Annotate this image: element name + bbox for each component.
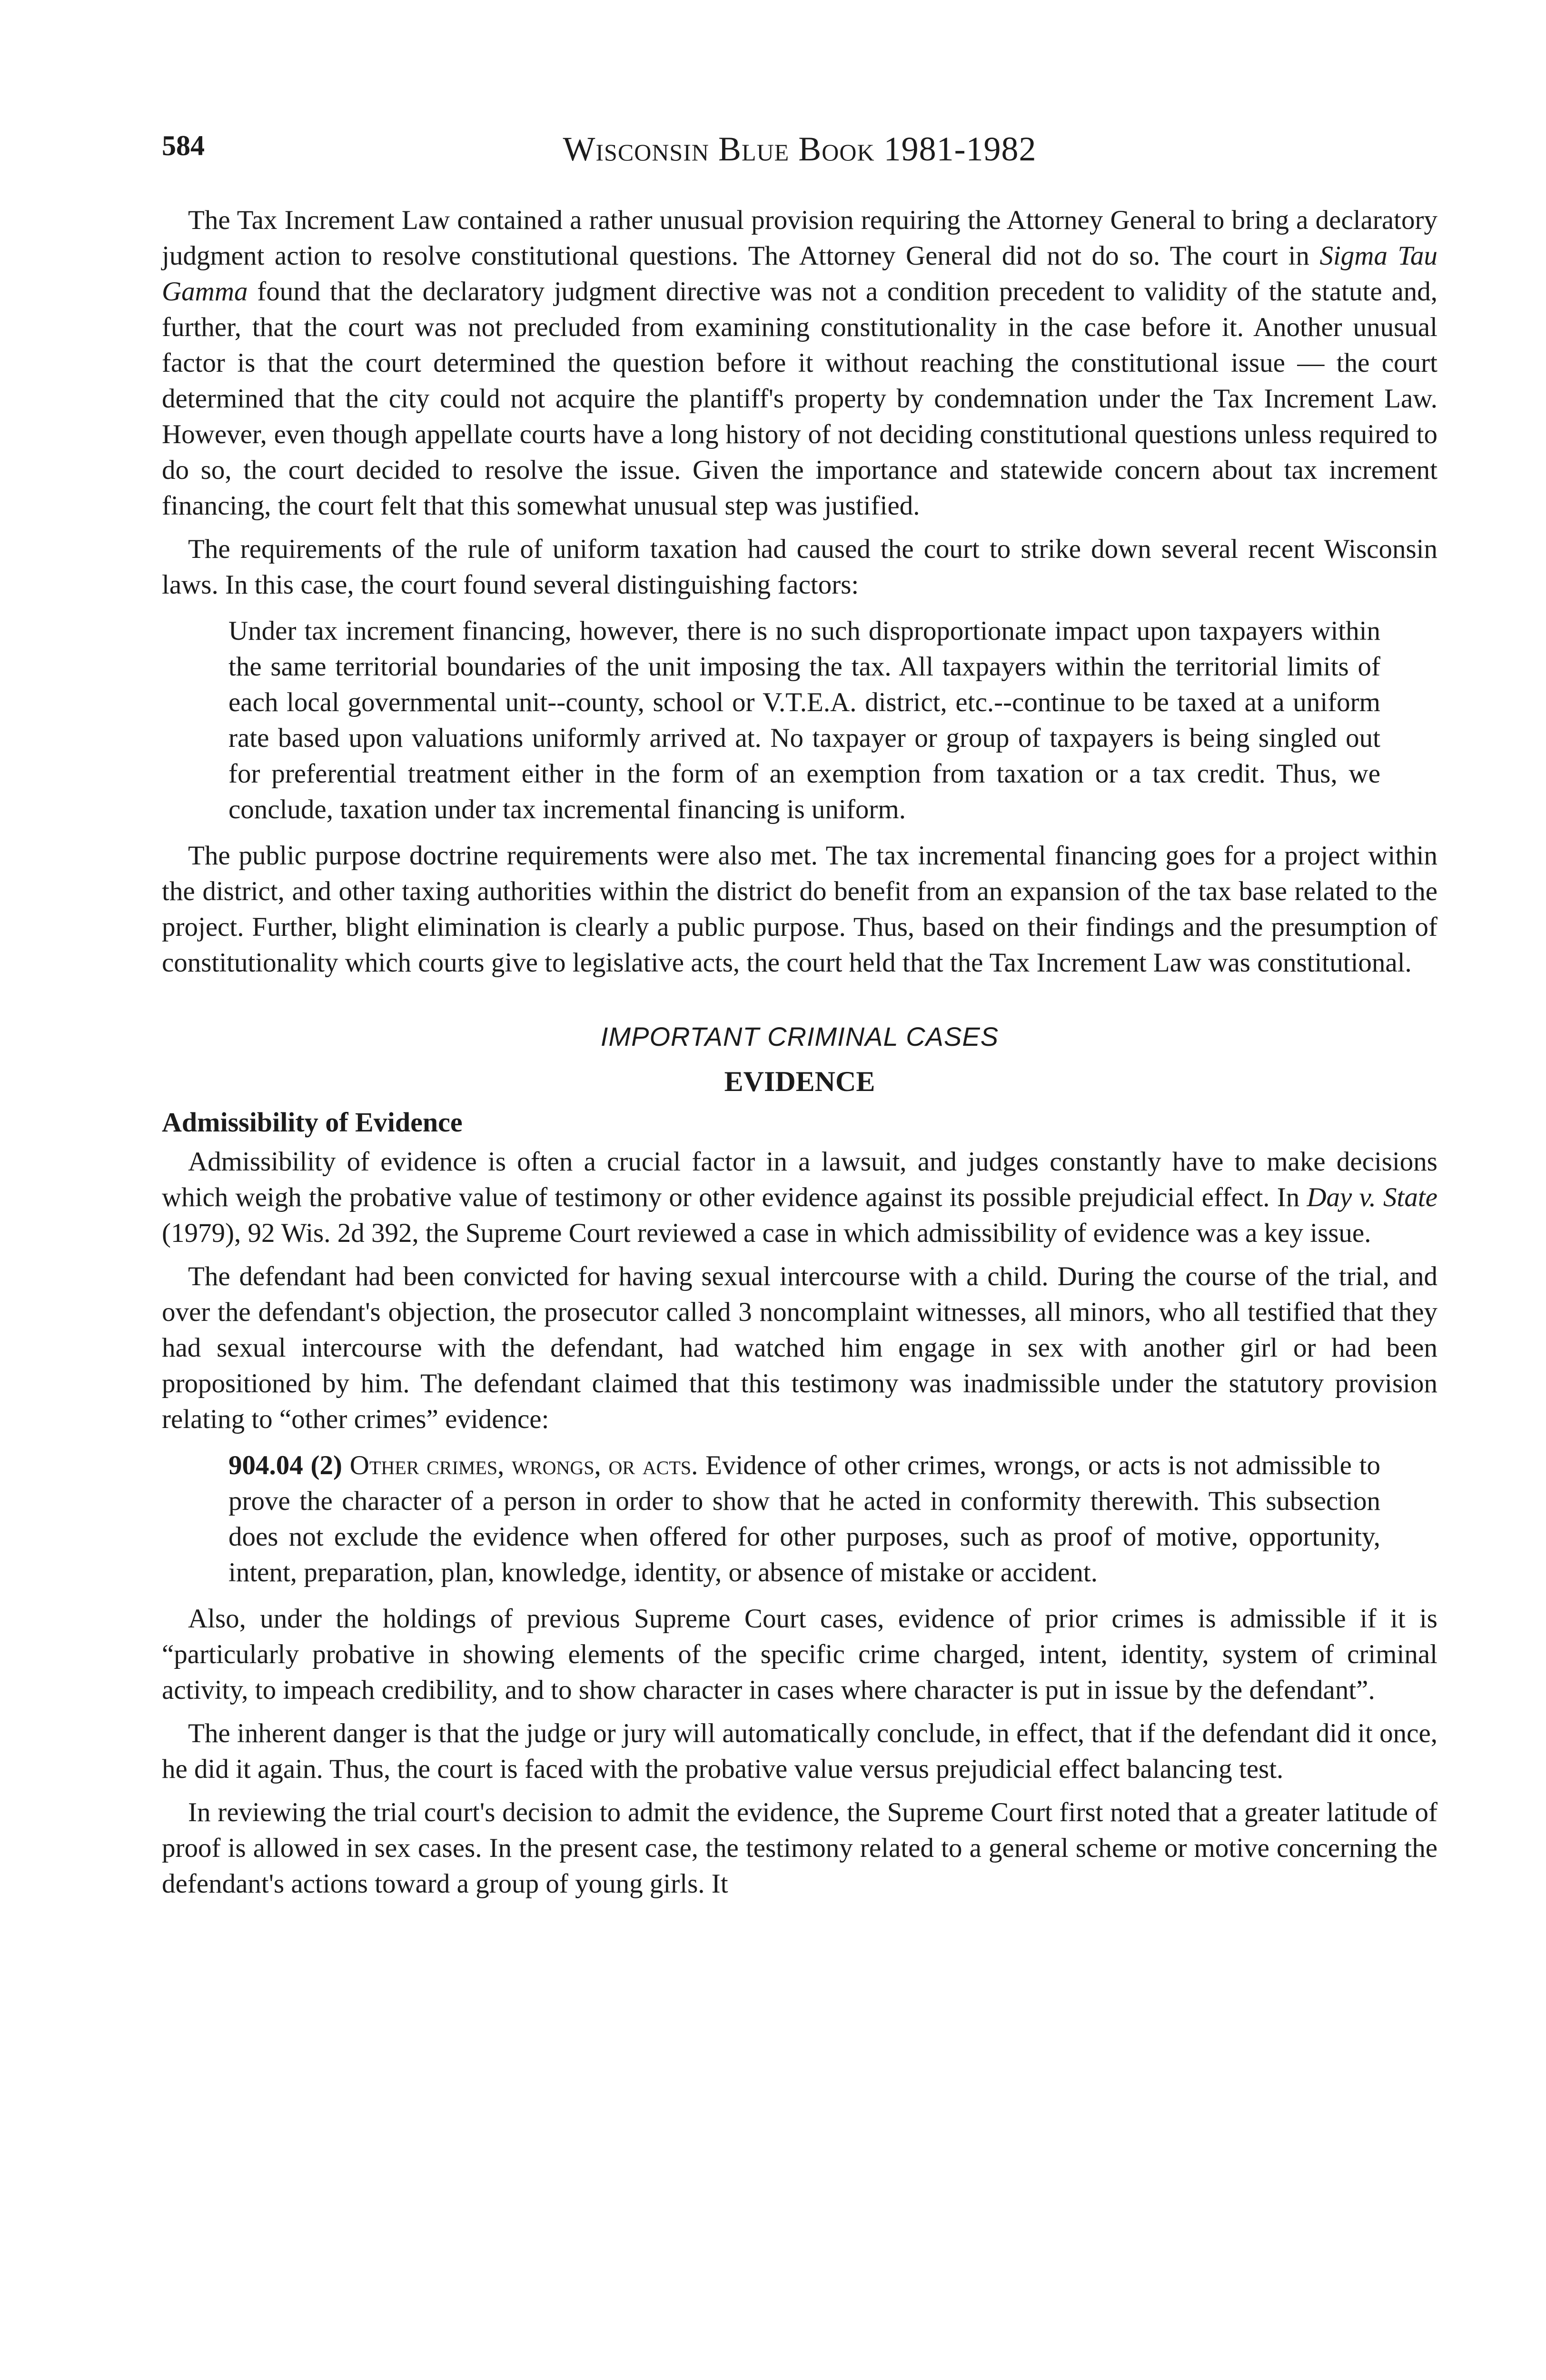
paragraph-prior-holdings: Also, under the holdings of previous Supreme Court cases, evidence of prior crimes is admissible if it is “particularly probative in showing elements of the specific crime charged, intent, identity, system of criminal activity, to impeach credibility, and to show character in cases where character is put in issue by the defendant”. <box>162 1604 1437 1705</box>
page-header <box>162 129 1437 172</box>
page-content <box>162 202 1437 1909</box>
paragraph-supreme-court-review: In reviewing the trial court's decision to admit the evidence, the Supreme Court first noted that a greater latitude of proof is allowed in sex cases. In the present case, the testimony related to a general scheme or motive concerning the defendant's actions toward a group of young girls. It <box>162 1797 1437 1899</box>
statute-title: Other crimes, wrongs, or acts. <box>349 1450 698 1480</box>
paragraph-text: (1979), 92 Wis. 2d 392, the Supreme Court reviewed a case in which admissibility of evidence was a key issue. <box>162 1218 1371 1248</box>
paragraph-inherent-danger: The inherent danger is that the judge or jury will automatically conclude, in effect, that if the defendant did it once, he did it again. Thus, the court is faced with the probative value versus prejudicial effect balancing test. <box>162 1718 1437 1784</box>
case-name-sigma-tau-gamma: Sigma Tau Gamma <box>162 241 1437 307</box>
paragraph-text: found that the declaratory judgment directive was not a condition precedent to validity of the statute and, further, that the court was not precluded from examining constitutionality in the case before it. Another unusual factor is that the court determined the question before it without reaching the constitutional issue — the court determined that the city could not acquire the plantiff's property by condemnation under the Tax Increment Law. However, even though appellate courts have a long history of not deciding constitutional questions unless required to do so, the court decided to resolve the issue. Given the importance and statewide concern about tax increment financing, the court felt that this somewhat unusual step was justified. <box>162 277 1437 521</box>
paragraph-admissibility-intro <box>162 1144 1437 1251</box>
block-quote-court-opinion: Under tax increment financing, however, there is no such disproportionate impact upon taxpayers within the same territorial boundaries of the unit imposing the tax. All taxpayers within the territorial limits of each local governmental unit--county, school or V.T.E.A. district, etc.--continue to be taxed at a uniform rate based upon valuations uniformly arrived at. No taxpayer or group of taxpayers is being singled out for preferential treatment either in the form of an exemption from taxation or a tax credit. Thus, we conclude, taxation under tax incremental financing is uniform. <box>228 616 1380 824</box>
section-heading: IMPORTANT CRIMINAL CASES <box>600 1021 999 1051</box>
paragraph-defendant-conviction: The defendant had been convicted for having sexual intercourse with a child. During the course of the trial, and over the defendant's objection, the prosecutor called 3 noncomplaint witnesses, all minors, who all testified that they had sexual intercourse with the defendant, had watched him engage in sex with another girl or had been propositioned by him. The defendant claimed that this testimony was inadmissible under the statutory provision relating to “other crimes” evidence: <box>162 1261 1437 1434</box>
statute-number: 904.04 (2) <box>228 1450 342 1480</box>
paragraph-tax-increment-law <box>162 202 1437 524</box>
paragraph-text: The Tax Increment Law contained a rather unusual provision requiring the Attorney General to bring a declaratory judgment action to resolve constitutional questions. The Attorney General did not do so. The court in <box>162 205 1437 271</box>
block-quote-statute <box>228 1448 1380 1590</box>
paragraph-text: Admissibility of evidence is often a crucial factor in a lawsuit, and judges constantly have to make decisions which weigh the probative value of testimony or other evidence against its possible prejudicial effect. In <box>162 1147 1437 1212</box>
paragraph-public-purpose: The public purpose doctrine requirements were also met. The tax incremental financing goes for a project within the district, and other taxing authorities within the district do benefit from an expansion of the tax base related to the project. Further, blight elimination is clearly a public purpose. Thus, based on their findings and the presumption of constitutionality which courts give to legislative acts, the court held that the Tax Increment Law was constitutional. <box>162 841 1437 978</box>
case-name-day-v-state: Day v. State <box>1307 1182 1437 1212</box>
paragraph-uniform-taxation: The requirements of the rule of uniform taxation had caused the court to strike down several recent Wisconsin laws. In this case, the court found several distinguishing factors: <box>162 534 1437 600</box>
page-number: 584 <box>162 130 205 161</box>
statute-text: Evidence of other crimes, wrongs, or acts is not admissible to prove the character of a person in order to show that he acted in conformity therewith. This subsection does not exclude the evidence when offered for other purposes, such as proof of motive, opportunity, intent, preparation, plan, knowledge, identity, or absence of mistake or accident. <box>228 1450 1380 1587</box>
running-title: Wisconsin Blue Book 1981-1982 <box>563 130 1037 168</box>
subsection-heading: EVIDENCE <box>724 1066 875 1097</box>
topic-heading: Admissibility of Evidence <box>162 1107 463 1138</box>
